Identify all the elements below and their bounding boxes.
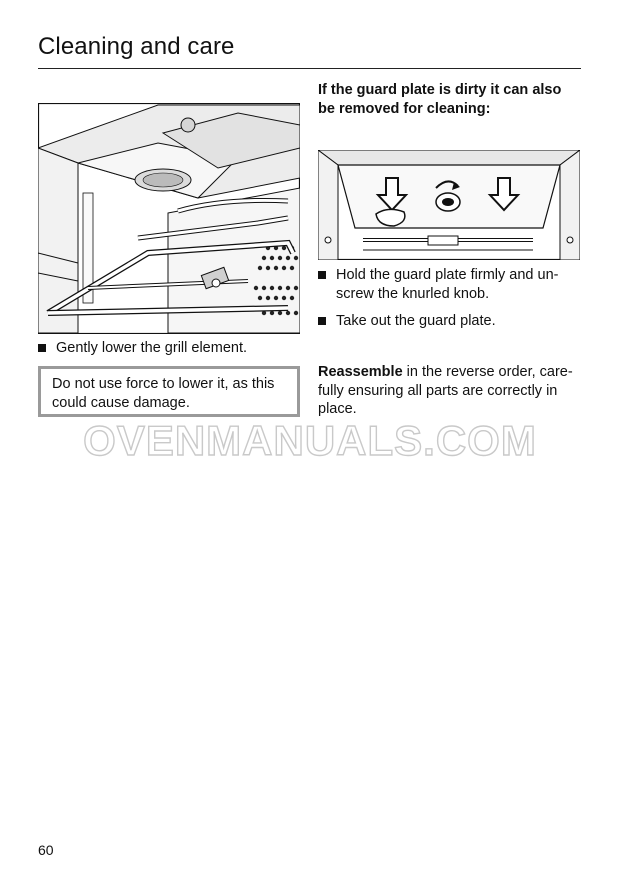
reassemble-text: in the reverse order, care-fully ensuring all parts are correctly in place. xyxy=(318,364,573,417)
bullet-lower-grill xyxy=(38,339,300,358)
guard-plate-illustration xyxy=(318,150,580,260)
warning-box xyxy=(38,366,300,417)
bullet-square-icon xyxy=(318,271,326,279)
bullet-square-icon xyxy=(38,344,46,352)
warning-text: Do not use force to lower it, as this could cause damage. xyxy=(52,376,275,411)
grill-element-illustration xyxy=(38,103,300,334)
bullet-take-out-plate xyxy=(318,312,580,331)
bullet-text: Take out the guard plate. xyxy=(336,313,496,329)
reassemble-keyword: Reassemble xyxy=(318,364,403,380)
page-number: 60 xyxy=(38,842,54,858)
guard-plate-intro: If the guard plate is dirty it can also be removed for cleaning: xyxy=(318,82,562,117)
watermark: OVENMANUALS.COM xyxy=(83,417,537,464)
bullet-text: Hold the guard plate firmly and un-screw the knurled knob. xyxy=(336,267,559,302)
bullet-hold-guard-plate xyxy=(318,266,580,303)
reassemble-paragraph xyxy=(318,363,580,419)
bullet-square-icon xyxy=(318,317,326,325)
title-divider xyxy=(38,68,581,69)
bullet-text: Gently lower the grill element. xyxy=(56,340,247,356)
page-title: Cleaning and care xyxy=(38,33,235,60)
